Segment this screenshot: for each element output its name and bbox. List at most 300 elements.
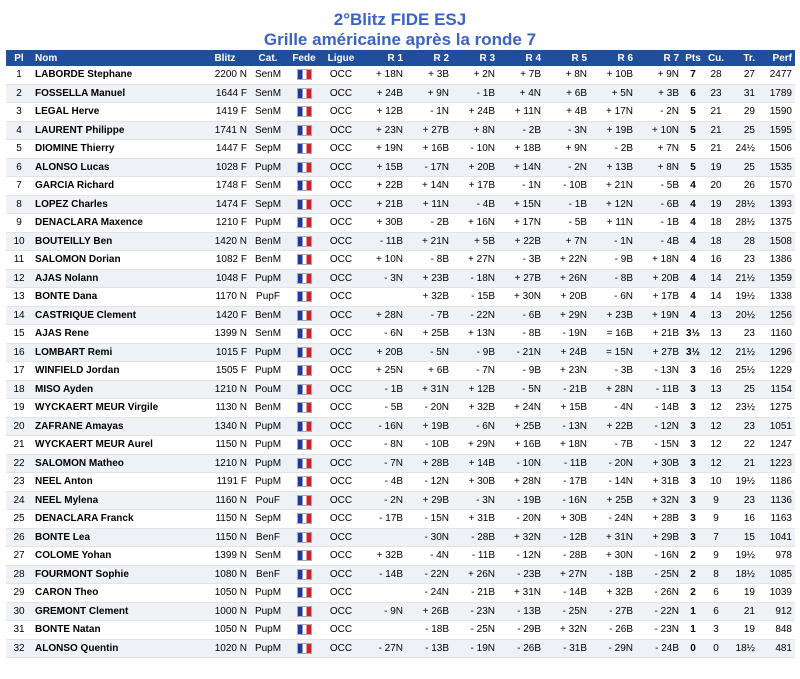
table-row[interactable]: [6, 177, 795, 196]
col-header-pl[interactable]: Pl: [6, 50, 32, 66]
player-rating: [200, 140, 250, 159]
table-row[interactable]: [6, 436, 795, 455]
col-header-tr[interactable]: Tr.: [728, 50, 758, 66]
round-6-result: [590, 325, 636, 344]
round-6-result-text: + 13B: [606, 161, 633, 173]
player-category-text: PupM: [254, 605, 282, 617]
round-4-result-text: + 16B: [514, 439, 541, 451]
player-category-text: PupM: [254, 587, 282, 599]
player-league-text: OCC: [329, 420, 353, 432]
player-federation: [286, 473, 322, 492]
round-4-result-text: - 2B: [522, 124, 541, 136]
player-name: [32, 84, 200, 103]
round-1-result-text: + 25N: [376, 365, 403, 377]
player-performance-text: 1535: [769, 161, 792, 173]
player-category: [250, 473, 286, 492]
table-row[interactable]: [6, 399, 795, 418]
round-4-result-text: - 6B: [522, 309, 541, 321]
round-5-result: [544, 158, 590, 177]
round-2-result-text: - 10B: [425, 439, 449, 451]
round-7-result-text: - 11B: [655, 383, 679, 395]
player-rating-text: 1130 N: [215, 402, 247, 414]
round-1-result: [360, 177, 406, 196]
round-2-result-text: - 13B: [425, 642, 449, 654]
player-rating: [200, 288, 250, 307]
player-federation: [286, 121, 322, 140]
player-cumulative: [704, 584, 728, 603]
col-header-nom[interactable]: Nom: [32, 50, 200, 66]
round-6-result: [590, 528, 636, 547]
round-2-result: [406, 214, 452, 233]
player-rating: [200, 251, 250, 270]
table-row[interactable]: [6, 602, 795, 621]
player-tiebreak: [728, 602, 758, 621]
table-row[interactable]: [6, 528, 795, 547]
round-6-result-text: - 2B: [614, 143, 633, 155]
player-cumulative: [704, 621, 728, 640]
round-5-result: [544, 491, 590, 510]
col-header-r7[interactable]: R 7: [636, 50, 682, 66]
col-header-r4[interactable]: R 4: [498, 50, 544, 66]
player-category-text: BenM: [254, 235, 282, 247]
table-row[interactable]: [6, 121, 795, 140]
round-4-result-text: - 10N: [516, 457, 541, 469]
france-flag-icon: [297, 236, 312, 247]
round-6-result-text: + 23B: [606, 309, 633, 321]
player-rating-text: 1419 F: [215, 106, 247, 118]
player-place-text: 26: [13, 531, 25, 543]
player-cumulative-text: 9: [713, 550, 719, 562]
player-performance-text: 1051: [769, 420, 792, 432]
player-name: [32, 510, 200, 529]
round-1-result: [360, 214, 406, 233]
page-subtitle: Grille américaine après la ronde 7: [263, 30, 537, 49]
player-league: [322, 399, 360, 418]
round-3-result-text: + 12B: [468, 383, 495, 395]
col-header-fede[interactable]: Fede: [286, 50, 322, 66]
table-row[interactable]: [6, 547, 795, 566]
round-1-result: [360, 510, 406, 529]
player-tiebreak-text: 28: [743, 235, 755, 247]
round-4-result: [498, 399, 544, 418]
table-row[interactable]: [6, 66, 795, 84]
player-rating-text: 1210 F: [215, 217, 247, 229]
player-league-text: OCC: [329, 106, 353, 118]
player-league: [322, 454, 360, 473]
player-rating-text: 1015 F: [215, 346, 247, 358]
player-league-text: OCC: [329, 365, 353, 377]
round-1-result-text: + 18N: [376, 69, 403, 81]
player-cumulative: [704, 232, 728, 251]
round-1-result-text: + 22B: [376, 180, 403, 192]
player-performance-text: 1041: [769, 531, 792, 543]
player-performance: [758, 547, 795, 566]
table-row[interactable]: [6, 621, 795, 640]
round-1-result-text: - 6N: [384, 328, 403, 340]
player-tiebreak: [728, 584, 758, 603]
table-row[interactable]: [6, 269, 795, 288]
player-tiebreak-text: 15: [743, 531, 755, 543]
player-place: [6, 491, 32, 510]
round-7-result: [636, 417, 682, 436]
player-category: [250, 528, 286, 547]
table-row[interactable]: [6, 195, 795, 214]
player-category-text: SepM: [254, 143, 282, 155]
round-7-result-text: + 20B: [652, 272, 679, 284]
player-performance: [758, 269, 795, 288]
player-category: [250, 417, 286, 436]
table-row[interactable]: [6, 214, 795, 233]
round-5-result-text: + 22N: [560, 254, 587, 266]
player-category: [250, 565, 286, 584]
player-performance-text: 1296: [769, 346, 792, 358]
round-3-result-text: - 15B: [471, 291, 495, 303]
round-2-result: [406, 399, 452, 418]
round-2-result: [406, 528, 452, 547]
player-tiebreak-text: 18½: [735, 568, 755, 580]
table-row[interactable]: [6, 158, 795, 177]
round-1-result: [360, 306, 406, 325]
round-2-result-text: + 21N: [422, 235, 449, 247]
player-rating-text: 1050 N: [214, 587, 247, 599]
player-league: [322, 66, 360, 84]
player-name: [32, 325, 200, 344]
round-7-result-text: - 15N: [654, 439, 679, 451]
table-row[interactable]: [6, 362, 795, 381]
round-7-result-text: - 23N: [654, 624, 679, 636]
player-performance: [758, 158, 795, 177]
france-flag-icon: [297, 384, 312, 395]
player-cumulative: [704, 66, 728, 84]
round-4-result-text: + 27B: [514, 272, 541, 284]
round-1-result: [360, 380, 406, 399]
round-5-result-text: - 10B: [563, 180, 587, 192]
player-points: [682, 621, 704, 640]
round-4-result-text: - 19B: [517, 494, 541, 506]
round-2-result: [406, 288, 452, 307]
round-2-result-text: - 7B: [430, 309, 449, 321]
round-4-result: [498, 140, 544, 159]
round-2-result: [406, 103, 452, 122]
round-5-result-text: - 5B: [568, 217, 587, 229]
player-rating: [200, 84, 250, 103]
player-points: [682, 454, 704, 473]
round-3-result-text: + 32B: [468, 402, 495, 414]
col-header-ligue[interactable]: Ligue: [322, 50, 360, 66]
player-points: [682, 362, 704, 381]
round-3-result-text: + 13N: [468, 328, 495, 340]
player-tiebreak: [728, 417, 758, 436]
player-performance: [758, 473, 795, 492]
col-header-pts[interactable]: Pts: [682, 50, 704, 66]
round-3-result-text: + 27N: [468, 254, 495, 266]
round-6-result: [590, 177, 636, 196]
player-place: [6, 232, 32, 251]
player-rating: [200, 195, 250, 214]
round-5-result-text: - 14B: [563, 587, 587, 599]
round-3-result-text: + 2N: [473, 69, 495, 81]
table-row[interactable]: [6, 454, 795, 473]
player-tiebreak-text: 20½: [735, 309, 755, 321]
player-place: [6, 399, 32, 418]
player-place-text: 21: [13, 439, 25, 451]
france-flag-icon: [297, 587, 312, 598]
table-row[interactable]: [6, 510, 795, 529]
player-name: [32, 547, 200, 566]
player-tiebreak-text: 24½: [735, 143, 755, 155]
france-flag-icon: [297, 69, 312, 80]
player-rating: [200, 417, 250, 436]
table-row[interactable]: [6, 140, 795, 159]
player-league-text: OCC: [329, 143, 353, 155]
round-4-result-text: + 11N: [514, 106, 541, 118]
round-5-result: [544, 528, 590, 547]
player-federation: [286, 528, 322, 547]
round-3-result-text: - 25N: [470, 624, 495, 636]
col-header-cat[interactable]: Cat.: [250, 50, 286, 66]
round-1-result: [360, 288, 406, 307]
round-4-result: [498, 214, 544, 233]
player-cumulative: [704, 528, 728, 547]
player-points-text: 1: [690, 605, 696, 617]
round-3-result-text: - 28B: [471, 531, 495, 543]
france-flag-icon: [297, 643, 312, 654]
table-row[interactable]: [6, 325, 795, 344]
table-row[interactable]: [6, 639, 795, 658]
round-1-result: [360, 436, 406, 455]
round-5-result: [544, 269, 590, 288]
round-4-result: [498, 325, 544, 344]
round-5-result-text: + 29N: [560, 309, 587, 321]
round-7-result-text: + 29B: [652, 531, 679, 543]
player-category-text: SenM: [254, 106, 282, 118]
round-2-result: [406, 602, 452, 621]
player-name-text: DENACLARA Maxence: [35, 217, 143, 229]
col-header-r1[interactable]: R 1: [360, 50, 406, 66]
table-row[interactable]: [6, 491, 795, 510]
france-flag-icon: [297, 458, 312, 469]
round-1-result-text: + 20B: [376, 346, 403, 358]
player-league: [322, 362, 360, 381]
player-cumulative-text: 12: [710, 420, 722, 432]
player-place: [6, 325, 32, 344]
round-7-result: [636, 251, 682, 270]
player-cumulative-text: 3: [713, 624, 719, 636]
table-row[interactable]: [6, 288, 795, 307]
player-place-text: 30: [13, 605, 25, 617]
round-4-result-text: - 21N: [516, 346, 541, 358]
round-6-result: [590, 399, 636, 418]
round-7-result: [636, 510, 682, 529]
player-federation: [286, 362, 322, 381]
player-points: [682, 177, 704, 196]
round-7-result: [636, 306, 682, 325]
player-points-text: 3: [690, 365, 696, 377]
player-category-text: SenM: [254, 180, 282, 192]
player-cumulative: [704, 140, 728, 159]
player-points: [682, 547, 704, 566]
player-cumulative-text: 21: [710, 143, 722, 155]
table-row[interactable]: [6, 103, 795, 122]
col-header-r6[interactable]: R 6: [590, 50, 636, 66]
round-1-result-text: + 10N: [376, 254, 403, 266]
round-5-result-text: + 6B: [566, 87, 587, 99]
table-row[interactable]: [6, 417, 795, 436]
player-category: [250, 510, 286, 529]
round-7-result-text: - 2N: [660, 106, 679, 118]
round-5-result-text: - 28B: [563, 550, 587, 562]
round-5-result-text: - 12B: [563, 531, 587, 543]
france-flag-icon: [297, 328, 312, 339]
round-7-result: [636, 140, 682, 159]
player-performance: [758, 436, 795, 455]
table-row[interactable]: [6, 473, 795, 492]
player-place-text: 29: [13, 587, 25, 599]
col-header-r5[interactable]: R 5: [544, 50, 590, 66]
player-place: [6, 343, 32, 362]
player-performance: [758, 510, 795, 529]
player-points: [682, 195, 704, 214]
france-flag-icon: [297, 495, 312, 506]
player-name: [32, 232, 200, 251]
player-category-text: BenF: [256, 568, 280, 580]
round-3-result: [452, 84, 498, 103]
player-cumulative-text: 19: [710, 161, 722, 173]
player-points-text: 4: [690, 309, 696, 321]
round-7-result: [636, 639, 682, 658]
player-category: [250, 436, 286, 455]
player-rating-text: 1048 F: [215, 272, 247, 284]
round-4-result-text: + 32N: [514, 531, 541, 543]
round-6-result-text: + 25B: [606, 494, 633, 506]
round-4-result-text: - 5N: [522, 383, 541, 395]
player-points-text: 0: [690, 642, 696, 654]
player-rating: [200, 639, 250, 658]
round-1-result: [360, 121, 406, 140]
table-row[interactable]: [6, 84, 795, 103]
table-row[interactable]: [6, 584, 795, 603]
table-row[interactable]: [6, 232, 795, 251]
round-2-result-text: + 11N: [422, 198, 449, 210]
player-performance-text: 1595: [769, 124, 792, 136]
round-7-result-text: - 26N: [654, 587, 679, 599]
player-league: [322, 140, 360, 159]
player-rating: [200, 269, 250, 288]
round-6-result-text: - 6N: [614, 291, 633, 303]
player-rating: [200, 491, 250, 510]
france-flag-icon: [297, 532, 312, 543]
player-place-text: 28: [13, 568, 25, 580]
france-flag-icon: [297, 88, 312, 99]
player-league-text: OCC: [329, 254, 353, 266]
player-place-text: 3: [16, 106, 22, 118]
player-cumulative: [704, 417, 728, 436]
player-name-text: AJAS Nolann: [35, 272, 99, 284]
player-place: [6, 288, 32, 307]
player-tiebreak-text: 21½: [735, 272, 755, 284]
round-3-result: [452, 343, 498, 362]
table-row[interactable]: [6, 251, 795, 270]
round-4-result-text: - 12N: [516, 550, 541, 562]
player-cumulative: [704, 288, 728, 307]
player-league: [322, 177, 360, 196]
player-rating: [200, 158, 250, 177]
round-3-result: [452, 121, 498, 140]
table-row[interactable]: [6, 565, 795, 584]
table-row[interactable]: [6, 306, 795, 325]
round-1-result-text: + 23N: [376, 124, 403, 136]
round-3-result-text: - 10N: [470, 143, 495, 155]
player-league: [322, 417, 360, 436]
round-2-result: [406, 140, 452, 159]
round-4-result: [498, 584, 544, 603]
player-category: [250, 288, 286, 307]
table-row[interactable]: [6, 343, 795, 362]
player-place: [6, 84, 32, 103]
player-cumulative: [704, 491, 728, 510]
player-rating-text: 1000 N: [214, 605, 247, 617]
player-cumulative-text: 14: [710, 291, 722, 303]
round-2-result-text: + 19B: [422, 420, 449, 432]
player-league: [322, 306, 360, 325]
round-2-result: [406, 436, 452, 455]
round-1-result: [360, 491, 406, 510]
player-rating-text: 1505 F: [215, 365, 247, 377]
round-1-result-text: - 7N: [384, 457, 403, 469]
player-category-text: PupM: [254, 439, 282, 451]
player-rating: [200, 454, 250, 473]
col-header-r3[interactable]: R 3: [452, 50, 498, 66]
player-tiebreak-text: 19: [743, 624, 755, 636]
col-header-r2[interactable]: R 2: [406, 50, 452, 66]
player-rating-text: 1210 N: [214, 457, 247, 469]
round-3-result: [452, 639, 498, 658]
player-category-text: SepM: [254, 198, 282, 210]
player-name: [32, 454, 200, 473]
col-header-cu[interactable]: Cu.: [704, 50, 728, 66]
round-7-result: [636, 528, 682, 547]
round-3-result: [452, 436, 498, 455]
player-league-text: OCC: [329, 161, 353, 173]
player-league-text: OCC: [329, 309, 353, 321]
player-place: [6, 584, 32, 603]
round-2-result: [406, 510, 452, 529]
table-row[interactable]: [6, 380, 795, 399]
col-header-blitz[interactable]: Blitz: [200, 50, 250, 66]
round-1-result: [360, 362, 406, 381]
player-category: [250, 584, 286, 603]
player-name: [32, 251, 200, 270]
round-2-result: [406, 325, 452, 344]
player-league-text: OCC: [329, 513, 353, 525]
player-place: [6, 602, 32, 621]
round-6-result: [590, 473, 636, 492]
player-performance-text: 1160: [770, 328, 792, 340]
player-points-text: 2: [690, 568, 696, 580]
round-5-result: [544, 177, 590, 196]
round-1-result-text: + 24B: [376, 87, 403, 99]
round-3-result-text: - 19N: [470, 642, 495, 654]
player-performance: [758, 399, 795, 418]
col-header-perf[interactable]: Perf: [758, 50, 795, 66]
player-cumulative: [704, 510, 728, 529]
round-3-result: [452, 269, 498, 288]
round-2-result: [406, 380, 452, 399]
player-performance: [758, 343, 795, 362]
player-league-text: OCC: [329, 457, 353, 469]
player-place-text: 6: [16, 161, 22, 173]
player-name: [32, 639, 200, 658]
